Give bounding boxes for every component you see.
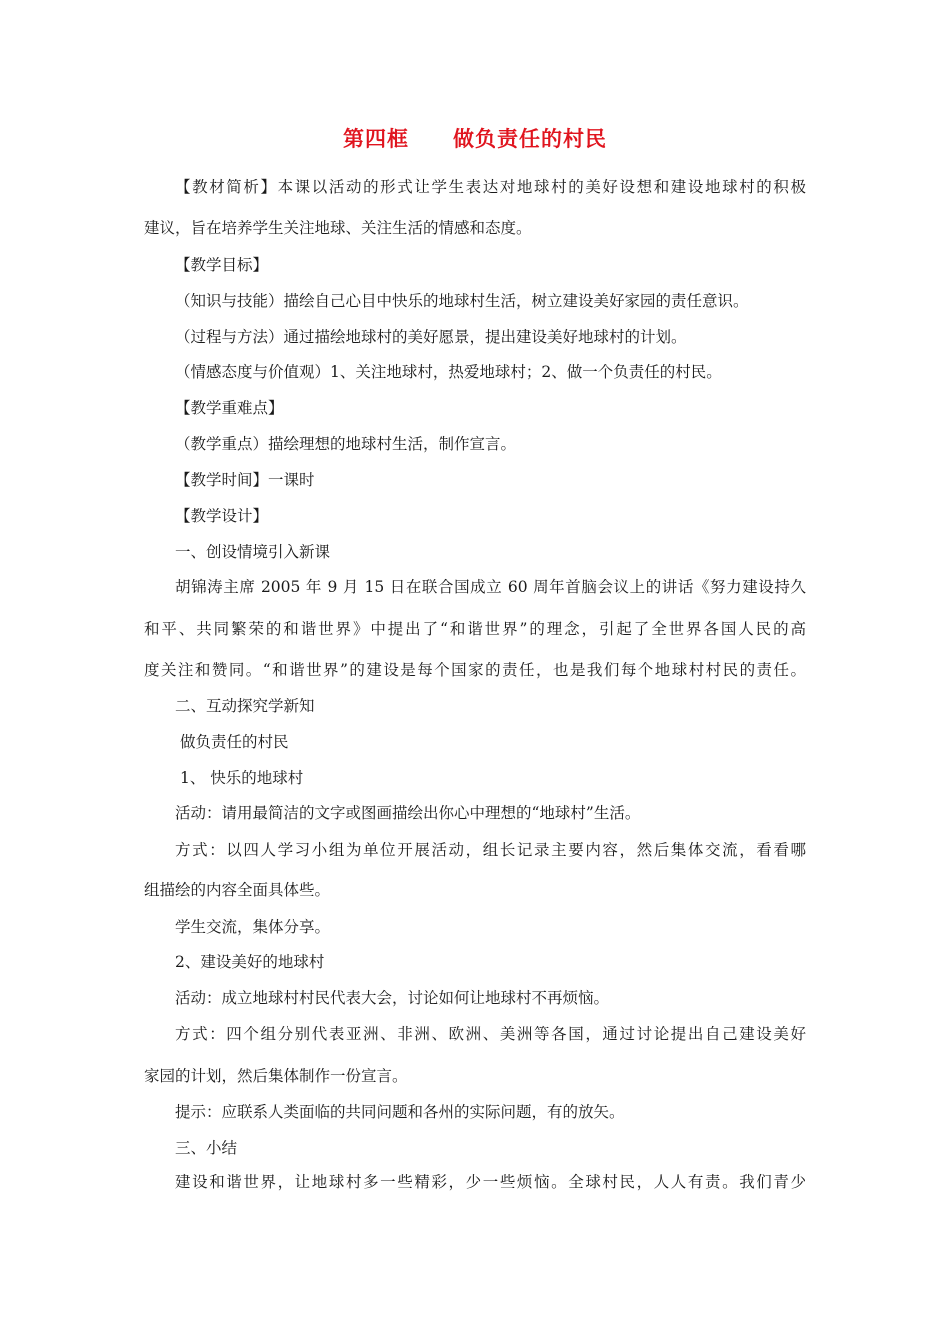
paragraph-line: 提示：应联系人类面临的共同问题和各州的实际问题，有的放矢。 xyxy=(175,1103,625,1121)
paragraph-line: 家园的计划，然后集体制作一份宣言。 xyxy=(144,1067,408,1085)
paragraph-line: （情感态度与价值观）1、关注地球村，热爱地球村；2、做一个负责任的村民。 xyxy=(175,363,722,381)
paragraph-line: （教学重点）描绘理想的地球村生活，制作宣言。 xyxy=(175,435,517,453)
section-heading: 【教学时间】一课时 xyxy=(175,471,315,489)
paragraph-line: （过程与方法）通过描绘地球村的美好愿景，提出建设美好地球村的计划。 xyxy=(175,328,687,346)
paragraph-line: 度关注和赞同。“和谐世界”的建设是每个国家的责任，也是我们每个地球村村民的责任。 xyxy=(144,661,806,679)
paragraph-line: 活动：成立地球村村民代表大会，讨论如何让地球村不再烦恼。 xyxy=(175,989,610,1007)
section-heading: 三、小结 xyxy=(175,1139,238,1157)
section-heading: 【教学设计】 xyxy=(175,507,269,525)
paragraph-line: 组描绘的内容全面具体些。 xyxy=(144,881,331,899)
paragraph-line: 【教材简析】本课以活动的形式让学生表达对地球村的美好设想和建设地球村的积极 xyxy=(175,178,806,196)
paragraph-line: 胡锦涛主席 2005 年 9 月 15 日在联合国成立 60 周年首脑会议上的讲话《努力建设持久 xyxy=(175,578,806,596)
paragraph-line: 做负责任的村民 xyxy=(180,733,289,751)
section-heading: 1、 快乐的地球村 xyxy=(180,769,304,787)
section-heading: 二、互动探究学新知 xyxy=(175,697,315,715)
page-title: 第四框 做负责任的村民 xyxy=(343,127,607,151)
paragraph-line: 学生交流，集体分享。 xyxy=(175,918,331,936)
paragraph-line: 和平、共同繁荣的和谐世界》中提出了“和谐世界”的理念，引起了全世界各国人民的高 xyxy=(144,620,806,638)
paragraph-line: 方式：以四人学习小组为单位开展活动，组长记录主要内容，然后集体交流，看看哪 xyxy=(175,841,806,859)
section-heading: 一、创设情境引入新课 xyxy=(175,543,331,561)
paragraph-line: 建设和谐世界，让地球村多一些精彩，少一些烦恼。全球村民，人人有责。我们青少 xyxy=(175,1173,806,1191)
section-heading: 2、建设美好的地球村 xyxy=(175,953,325,971)
paragraph-line: 建议，旨在培养学生关注地球、关注生活的情感和态度。 xyxy=(144,219,532,237)
paragraph-line: （知识与技能）描绘自己心目中快乐的地球村生活，树立建设美好家园的责任意识。 xyxy=(175,292,749,310)
section-heading: 【教学重难点】 xyxy=(175,399,284,417)
section-heading: 【教学目标】 xyxy=(175,256,269,274)
paragraph-line: 活动：请用最简洁的文字或图画描绘出你心中理想的“地球村”生活。 xyxy=(175,804,641,822)
paragraph-line: 方式：四个组分别代表亚洲、非洲、欧洲、美洲等各国，通过讨论提出自己建设美好 xyxy=(175,1025,806,1043)
